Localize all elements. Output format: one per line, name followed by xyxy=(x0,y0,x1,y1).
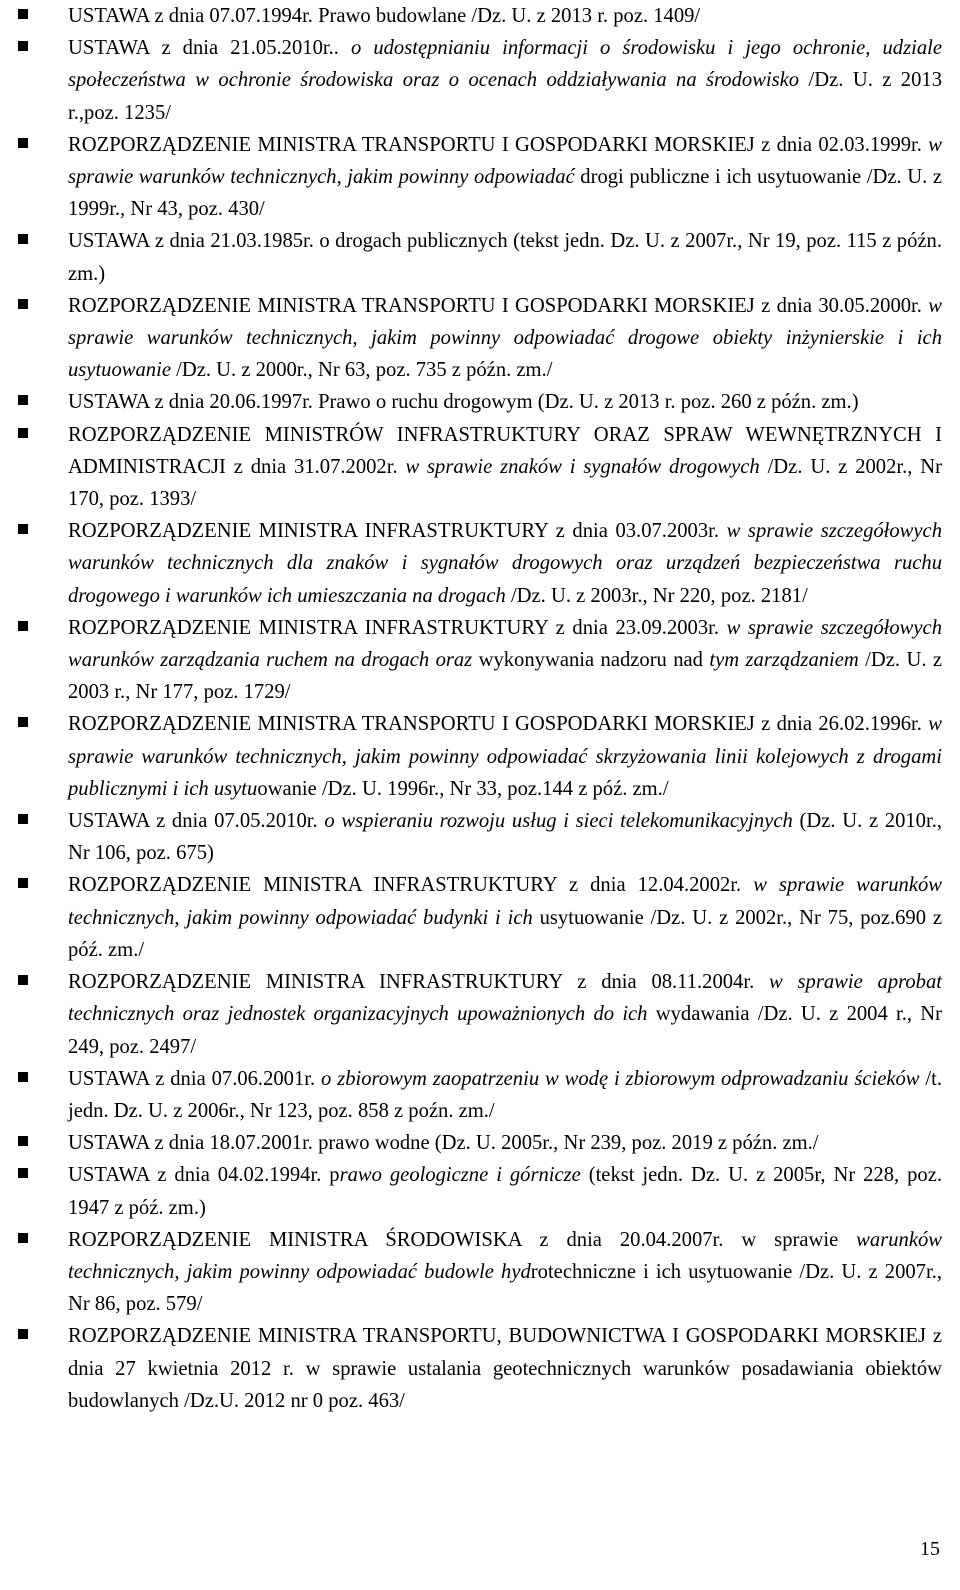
list-item xyxy=(0,1127,960,1159)
square-bullet-icon xyxy=(18,975,28,985)
square-bullet-icon xyxy=(18,814,28,824)
list-item xyxy=(0,966,960,1063)
list-item xyxy=(0,515,960,612)
entry-text: ROZPORZĄDZENIE MINISTRA TRANSPORTU I GOSPODARKI MORSKIEJ z dnia 26.02.1996r. xyxy=(68,713,929,736)
entry-text: USTAWA z dnia 04.02.1994r. p xyxy=(68,1164,340,1187)
square-bullet-icon xyxy=(18,428,28,438)
list-item xyxy=(0,1063,960,1127)
list-item xyxy=(0,869,960,966)
entry-text: wydawania /Dz. U. z 2004 r., Nr 249, poz. 2497/ xyxy=(68,1003,943,1058)
list-item xyxy=(0,1224,960,1321)
entry-text: (Dz. U. z 2010r., Nr 106, poz. 675) xyxy=(68,810,942,865)
list-item xyxy=(0,1320,960,1417)
entry-text: USTAWA z dnia 07.06.2001r. xyxy=(68,1067,322,1090)
entry-text: /t. jedn. Dz. U. z 2006r., Nr 123, poz. 858 z poźn. zm./ xyxy=(68,1067,943,1122)
entry-title-text: w sprawie warunków technicznych, jakim powinny odpowiadać drogowe obiekty inżynierskie i ich usytuowanie xyxy=(68,294,942,382)
square-bullet-icon xyxy=(18,1329,28,1339)
list-item xyxy=(0,419,960,516)
square-bullet-icon xyxy=(18,9,28,19)
square-bullet-icon xyxy=(18,1072,28,1082)
entry-title-text: o zbiorowym zaopatrzeniu w wodę i zbiorowym odprowadzaniu ścieków xyxy=(321,1067,920,1090)
entry-text: rotechniczne i ich usytuowanie /Dz. U. z 2007r., Nr 86, poz. 579/ xyxy=(68,1260,942,1316)
list-item xyxy=(0,805,960,869)
list-item xyxy=(0,1159,960,1223)
entry-text: ROZPORZĄDZENIE MINISTRA ŚRODOWISKA z dnia 20.04.2007r. w sprawie xyxy=(68,1228,857,1251)
entry-text: (tekst jedn. Dz. U. z 2005r, Nr 228, poz. 1947 z póź. zm.) xyxy=(68,1164,942,1219)
entry-title-text: o wspieraniu rozwoju usług i sieci telekomunikacyjnych xyxy=(324,810,793,833)
entry-text: /Dz. U. z 2002r., Nr 170, poz. 1393/ xyxy=(68,455,942,511)
entry-text: owanie /Dz. U. 1996r., Nr 33, poz.144 z póź. zm./ xyxy=(257,777,669,800)
list-item xyxy=(0,0,960,32)
square-bullet-icon xyxy=(18,299,28,309)
entry-title-text: o udostępnianiu informacji o środowisku i jego ochronie, udziale społeczeństwa w ochronie środowiska oraz o ocenach oddziaływania na środowisko xyxy=(68,37,942,92)
list-item xyxy=(0,386,960,418)
entry-title-text: w sprawie warunków technicznych, jakim powinny odpowiadać skrzyżowania linii kolejowych z drogami publicznymi i ich usytu xyxy=(68,713,942,800)
entry-text: USTAWA z dnia 07.05.2010r. xyxy=(68,810,325,833)
entry-text: ROZPORZĄDZENIE MINISTRA TRANSPORTU, BUDOWNICTWA I GOSPODARKI MORSKIEJ z dnia 27 kwietnia 2012 r. w sprawie ustalania geotechnicznych warunków posadawiania obiektów budowlanych /Dz.U. 2012 nr 0 poz. 463/ xyxy=(68,1325,942,1412)
entry-title-text: w sprawie aprobat technicznych oraz jednostek organizacyjnych upoważnionych do ich xyxy=(68,971,943,1026)
list-item xyxy=(0,129,960,226)
entry-title-text: w sprawie szczegółowych warunków technicznych dla znaków i sygnałów drogowych oraz urządzeń bezpieczeństwa ruchu drogowego i warunków ich umieszczania na drogach xyxy=(68,520,942,607)
entry-title-text: w sprawie znaków i sygnałów drogowych xyxy=(405,455,760,478)
entry-text: ROZPORZĄDZENIE MINISTRA INFRASTRUKTURY z dnia 23.09.2003r. xyxy=(68,616,727,639)
entry-text: ROZPORZĄDZENIE MINISTRA INFRASTRUKTURY z dnia 08.11.2004r. xyxy=(68,971,770,994)
list-item xyxy=(0,225,960,289)
square-bullet-icon xyxy=(18,1136,28,1146)
square-bullet-icon xyxy=(18,234,28,244)
entry-title-text: w sprawie szczegółowych warunków zarządzania ruchem na drogach oraz xyxy=(68,616,942,672)
list-item xyxy=(0,612,960,709)
square-bullet-icon xyxy=(18,1233,28,1243)
square-bullet-icon xyxy=(18,524,28,534)
entry-text: wykonywania nadzoru nad xyxy=(472,649,710,672)
entry-text: drogi publiczne i ich usytuowanie /Dz. U. z 1999r., Nr 43, poz. 430/ xyxy=(68,166,942,221)
entry-text: usytuowanie /Dz. U. z 2002r., Nr 75, poz.690 z póź. zm./ xyxy=(68,906,942,961)
entry-text: ROZPORZĄDZENIE MINISTRA TRANSPORTU I GOSPODARKI MORSKIEJ z dnia 30.05.2000r. xyxy=(68,294,929,317)
entry-title-text: tym zarządzaniem xyxy=(709,649,859,672)
entry-title-text: warunków technicznych, jakim powinny odpowiadać budowle hyd xyxy=(68,1228,942,1283)
list-item xyxy=(0,290,960,387)
entry-text: ROZPORZĄDZENIE MINISTRA INFRASTRUKTURY z dnia 12.04.2002r. xyxy=(68,874,754,897)
entry-text: /Dz. U. z 2000r., Nr 63, poz. 735 z późn. zm./ xyxy=(170,359,553,382)
list-item xyxy=(0,32,960,129)
square-bullet-icon xyxy=(18,1168,28,1178)
entry-text: USTAWA z dnia 07.07.1994r. Prawo budowlane /Dz. U. z 2013 r. poz. 1409/ xyxy=(68,5,701,27)
square-bullet-icon xyxy=(18,41,28,51)
square-bullet-icon xyxy=(18,621,28,631)
square-bullet-icon xyxy=(18,395,28,405)
list-item xyxy=(0,708,960,805)
entry-title-text: w sprawie warunków technicznych, jakim powinny odpowiadać xyxy=(68,133,942,189)
page-number: 15 xyxy=(920,1538,940,1560)
entry-text: USTAWA z dnia 18.07.2001r. prawo wodne (Dz. U. 2005r., Nr 239, poz. 2019 z późn. zm./ xyxy=(68,1132,819,1155)
entry-text: USTAWA z dnia 21.05.2010r.. xyxy=(68,37,351,60)
entry-text: USTAWA z dnia 21.03.1985r. o drogach publicznych (tekst jedn. Dz. U. z 2007r., Nr 19, poz. 115 z późn. zm.) xyxy=(68,230,942,285)
entry-text: /Dz. U. z 2013 r.,poz. 1235/ xyxy=(68,69,942,124)
entry-text: ROZPORZĄDZENIE MINISTRA TRANSPORTU I GOSPODARKI MORSKIEJ z dnia 02.03.1999r. xyxy=(68,133,929,156)
entry-title-text: rawo geologiczne i górnicze xyxy=(339,1164,581,1187)
square-bullet-icon xyxy=(18,138,28,148)
entry-text: ROZPORZĄDZENIE MINISTRÓW INFRASTRUKTURY ORAZ SPRAW WEWNĘTRZNYCH I ADMINISTRACJI z dnia 31.07.2002r. xyxy=(68,423,942,478)
entry-text: USTAWA z dnia 20.06.1997r. Prawo o ruchu drogowym (Dz. U. z 2013 r. poz. 260 z późn. zm.) xyxy=(68,391,859,414)
entry-text: /Dz. U. z 2003 r., Nr 177, poz. 1729/ xyxy=(68,649,943,704)
entry-text: /Dz. U. z 2003r., Nr 220, poz. 2181/ xyxy=(505,584,808,607)
square-bullet-icon xyxy=(18,878,28,888)
entry-title-text: w sprawie warunków technicznych, jakim powinny odpowiadać budynki i ich xyxy=(68,874,943,929)
entry-text: ROZPORZĄDZENIE MINISTRA INFRASTRUKTURY z dnia 03.07.2003r. xyxy=(68,520,727,543)
square-bullet-icon xyxy=(18,717,28,727)
